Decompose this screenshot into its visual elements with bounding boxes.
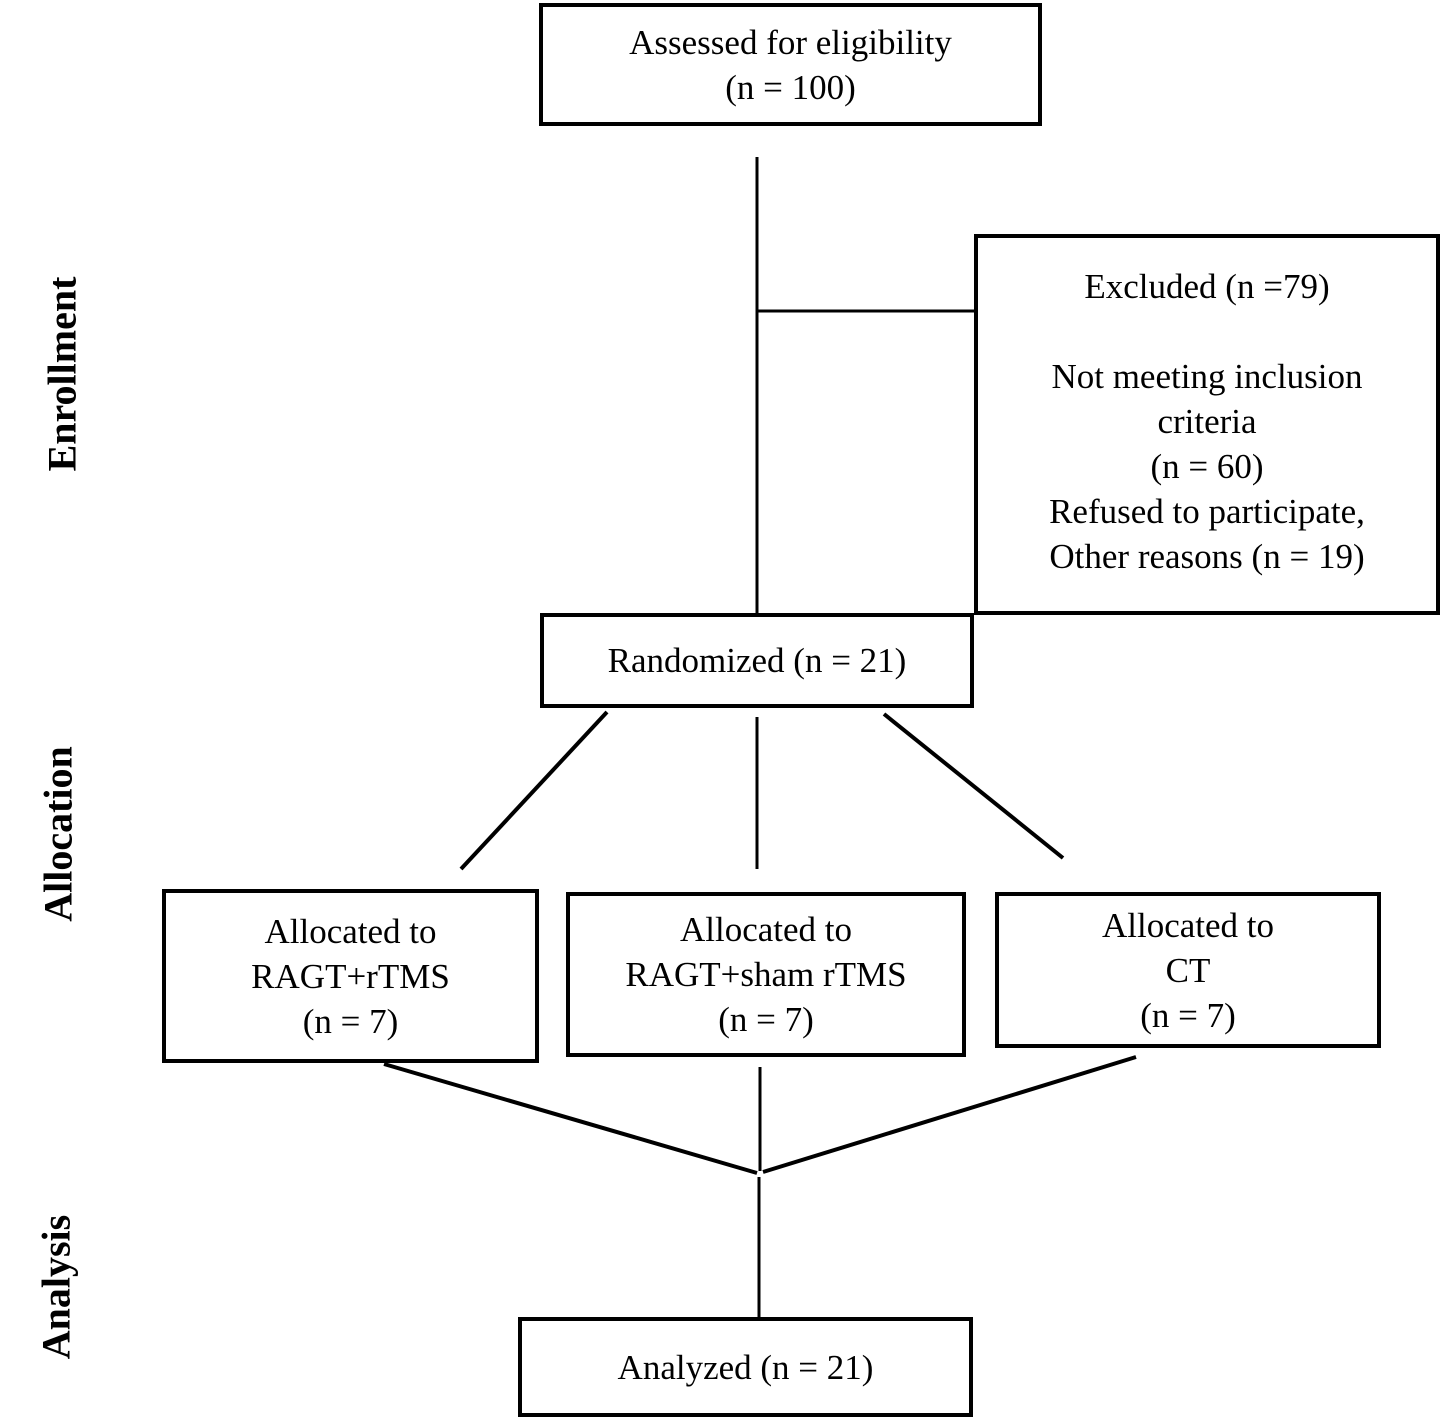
- allocated-ragt-rtms-box: [162, 889, 539, 1063]
- connector-randomized-to-ct: [884, 714, 1063, 858]
- connector-ragt-rtms-to-analysis: [384, 1064, 757, 1173]
- stage-label-allocation: Allocation: [35, 746, 81, 922]
- box-text-line: (n = 7): [302, 1001, 399, 1041]
- box-text-line: Not meeting inclusion: [1051, 357, 1363, 396]
- allocated-ragt-sham-rtms-box: [566, 892, 966, 1057]
- box-text-line: Allocated to: [1101, 905, 1275, 945]
- excluded-title: Excluded (n =79): [1084, 267, 1330, 306]
- box-text-line: (n = 7): [718, 1000, 814, 1039]
- box-text-line: Assessed for eligibility: [629, 22, 952, 62]
- connector-randomized-to-ragt-rtms: [461, 712, 607, 869]
- box-text-line: Other reasons (n = 19): [1049, 537, 1365, 576]
- analyzed-box: [518, 1317, 973, 1417]
- box-text-line: (n = 100): [725, 67, 856, 107]
- randomized-box: [540, 613, 974, 708]
- box-text-line: Randomized (n = 21): [607, 641, 907, 680]
- excluded-box: [974, 234, 1440, 615]
- box-text-line: Allocated to: [264, 911, 437, 951]
- box-text-line: Allocated to: [679, 910, 853, 949]
- stage-label-analysis: Analysis: [33, 1214, 79, 1360]
- connector-ct-to-analysis: [763, 1057, 1136, 1172]
- allocated-ct-box: [995, 892, 1381, 1048]
- box-text-line: Analyzed (n = 21): [617, 1347, 874, 1387]
- box-text-line: (n = 60): [1150, 447, 1264, 486]
- box-text-line: CT: [1165, 950, 1211, 990]
- box-text-line: RAGT+sham rTMS: [625, 955, 907, 994]
- stage-label-enrollment: Enrollment: [39, 276, 85, 472]
- box-text-line: Refused to participate,: [1049, 492, 1365, 531]
- assessed-for-eligibility-box: [539, 3, 1042, 126]
- box-text-line: RAGT+rTMS: [251, 956, 450, 996]
- box-text-line: (n = 7): [1140, 995, 1236, 1035]
- box-text-line: criteria: [1157, 402, 1257, 441]
